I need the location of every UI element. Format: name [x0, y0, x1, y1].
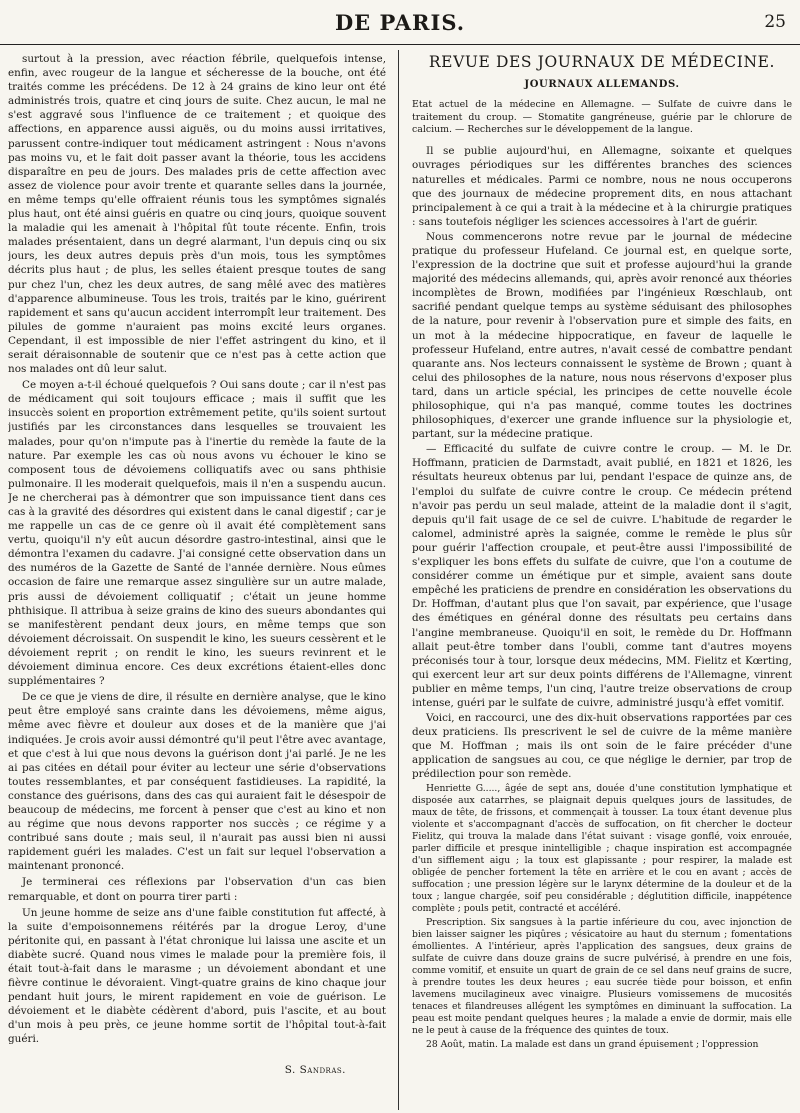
case-paragraph-3: 28 Août, matin. La malade est dans un grand épuisement ; l'oppression [426, 1038, 759, 1050]
review-summary [412, 99, 792, 136]
left-paragraph-3: De ce que je viens de dire, il résulte en dernière analyse, que le kino peut être employé sans crainte dans les dévoiemens, même aigus, même avec fièvre et douleur aux doses et de la manière que j'ai indiquées. Je crois avoir aussi démontré qu'il peut l'être avec avantage, et que c'est à lui que nous devons la guérison dont j'ai parlé. Je ne les ai pas citées en détail pour éviter au lecteur une série d'observations toutes ressemblantes, et par conséquent fastidieuses. La rapidité, la constance des guérisons, dans des cas qui auraient fait le désespoir de beaucoup de médecins, me forcent à penser que c'est au kino et non au régime que nous devons rapporter nos succès ; ce régime y a contribué sans doute ; mais seul, il n'aurait pas aussi bien ni aussi rapidement guéri les malades. C'est un fait sur lequel l'observation a maintenant prononcé. [8, 691, 386, 873]
left-paragraph-1: surtout à la pression, avec réaction fébrile, quelquefois intense, enfin, avec rougeur de la langue et sécheresse de la bouche, ont été traités comme les précédens. De 12 à 24 grains de kino leur ont été administrés trois, quatre et cinq jours de suite. Chez aucun, le mal ne s'est aggravé sous l'influence de ce traitement ; et quoique des affections, en apparence aussi aiguës, ou du moins aussi irritatives, parussent contre-indiquer tout médicament astringent : Nous n'avons pas moins vu, et le fait doit passer avant la théorie, tous les accidens disparaître en peu de jours. Des malades pris de cette affection avec assez de violence pour avoir trente et quarante selles dans la journée, en même temps qu'elle offraient réunis tous les symptômes signalés plus haut, ont été ainsi guéris en quatre ou cinq jours, quoique souvent la maladie qui les amenait à l'hôpital fût toute récente. Enfin, trois malades présentaient, dans un degré alarmant, l'un depuis cinq ou six jours, les deux autres depuis près d'un mois, tous les symptômes décrits plus haut ; de plus, les selles étaient presque toutes de sang pur chez l'un, chez les deux autres, de sang mêlé avec des matières d'apparence albumineuse. Tous les trois, traités par le kino, guérirent rapidement et sans qu'aucun accident interrompît leur traitement. Des pilules de gomme n'auraient pas moins excité leurs organes. Cependant, il est impossible de nier l'effet astringent du kino, et il serait déraisonnable de soutenir que ce n'est pas à cette action que nos malades ont dû leur salut. [8, 53, 386, 376]
right-paragraph-4: Voici, en raccourci, une des dix-huit observations rapportées par ces deux praticiens. Ils prescrivent le sel de cuivre de la même manière que M. Hoffman ; mais ils ont soin de le faire précéder d'une application de sangsues au cou, ce que néglige le dernier, par trop de prédilection pour son remède. [412, 712, 792, 781]
page-header [0, 0, 800, 45]
right-paragraph-3: — Efficacité du sulfate de cuivre contre le croup. — M. le Dr. Hoffmann, praticien de Darmstadt, avait publié, en 1821 et 1826, les résultats heureux obtenus par lui, pendant l'espace de quinze ans, de l'emploi du sulfate de cuivre contre le croup. Ce médecin prétend n'avoir pas perdu un seul malade, atteint de la maladie dont il s'agit, depuis qu'il fait usage de ce sel de cuivre. L'habitude de regarder le calomel, administré après la saignée, comme le remède le plus sûr pour guérir l'affection croupale, et peut-être aussi l'impossibilité de s'expliquer les bons effets du sulfate de cuivre, que l'on a coutume de considérer comme un émétique pur et simple, avaient sans doute empêché les praticiens de prendre en considération les observations du Dr. Hoffman, d'autant plus que l'on savait, par expérience, que l'usage des émétiques en général donne des résultats peu certains dans l'angine membraneuse. Quoiqu'il en soit, le remède du Dr. Hoffmann allait peut-être tomber dans l'oubli, comme tant d'autres moyens préconisés tour à tour, lorsque deux médecins, MM. Fielitz et Kœrting, qui exercent leur art sur deux points différens de l'Allemagne, vinrent publier en même temps, l'un cinq, l'autre treize observations de croup intense, guéri par le sulfate de cuivre, administré jusqu'à effet vomitif. [412, 443, 792, 709]
right-paragraph-2: Nous commencerons notre revue par le journal de médecine pratique du professeur Hufeland. Ce journal est, en quelque sorte, l'expression de la doctrine que suit et professe aujourd'hui la grande majorité des médecins allemands, qui, après avoir renoncé aux théories incomplètes de Brown, modifiées par l'ingénieux Rœschlaub, ont sacrifié pendant quelque temps au système séduisant des philosophes de la nature, pour revenir à l'observation pure et simple des faits, en un mot à la médecine hippocratique, en faveur de laquelle le professeur Hufeland, entre autres, n'avait cessé de combattre pendant quarante ans. Nos lecteurs connaissent le système de Brown ; quant à celui des philosophes de la nature, nous nous réservons d'exposer plus tard, dans un article spécial, les principes de cette nouvelle école philosophique, qui n'a pas manqué, comme toutes les doctrines philosophiques, d'exercer une grande influence sur la physiologie et, partant, sur la médecine pratique. [412, 230, 792, 441]
right-column [412, 52, 792, 1112]
review-title: REVUE DES JOURNAUX DE MÉDECINE. [428, 53, 776, 71]
author-signature: S. Sandras. [284, 1063, 346, 1076]
case-report [412, 783, 792, 1051]
page-number: 25 [764, 12, 786, 32]
left-paragraph-4: Je terminerai ces réflexions par l'observation d'un cas bien remarquable, et dont on pourra tirer parti : [8, 876, 386, 903]
left-paragraph-2: Ce moyen a-t-il échoué quelquefois ? Oui sans doute ; car il n'est pas de médicament qui soit toujours efficace ; mais il suffit que les insuccès soient en proportion extrêmement petite, qu'ils soient surtout justifiés par les circonstances dans lesquelles se trouvaient les malades, pour qu'on n'impute pas à l'inertie du remède la faute de la nature. Par exemple les cas où nous avons vu échouer le kino se composent tous de dévoiemens colliquatifs avec ou sans phthisie pulmonaire. Il les moderait quelquefois, mais il n'en a suspendu aucun. Je ne chercherai pas à démontrer que son impuissance tient dans ces cas à la gravité des désordres qui existent dans le canal digestif ; car je me rappelle un cas de ce genre où il avait été complètement sans vertu, quoiqu'il n'y eût aucun désordre gastro-intestinal, ainsi que le démontra l'examen du cadavre. J'ai consigné cette observation dans un des numéros de la Gazette de Santé de l'année dernière. Nous eûmes occasion de faire une remarque assez singulière sur un autre malade, pris aussi de dévoiement colliquatif ; c'était un jeune homme phthisique. Il attribua à seize grains de kino des sueurs abondantes qui se manifestèrent pendant deux jours, en même temps que son dévoiement décroissait. On suspendit le kino, les sueurs cessèrent et le dévoiement reprit ; on rendit le kino, les sueurs revinrent et le dévoiement diminua encore. Ces deux excrétions étaient-elles donc supplémentaires ? [8, 379, 386, 688]
case-paragraph-1: Henriette G....., âgée de sept ans, douée d'une constitution lymphatique et disposée aux catarrhes, se plaignait depuis quelques jours de lassitudes, de maux de tête, de frissons, et commençait à tousser. La toux étant devenue plus violente et s'accompagnant d'accès de suffocation, on fit chercher le docteur Fielitz, qui trouva la malade dans l'état suivant : visage gonflé, voix enrouée, parler difficile et presque inintelligible ; chaque inspiration est accompagnée d'un sifflement aigu ; la toux est glapissante ; pour respirer, la malade est obligée de pencher fortement la tête en arrière et le cou en avant ; accès de suffocation ; une pression légère sur le larynx détermine de la douleur et de la toux ; langue chargée, soif peu considérable ; déglutition difficile, inappétence complète ; pouls petit, contracté et accéléré. [412, 782, 792, 915]
column-divider [398, 50, 399, 1110]
right-paragraph-1: Il se publie aujourd'hui, en Allemagne, soixante et quelques ouvrages périodiques sur les différentes branches des sciences naturelles et médicales. Parmi ce nombre, nous ne nous occuperons que des journaux de médecine proprement dits, en nous attachant principalement à ce qui a trait à la médecine et à la chirurgie pratiques : sans toutefois négliger les sciences accessoires à l'art de guérir. [412, 145, 792, 228]
left-column [8, 52, 386, 1112]
left-paragraph-5: Un jeune homme de seize ans d'une faible constitution fut affecté, à la suite d'empoisonnemens réitérés par la drogue Leroy, d'une péritonite qui, en passant à l'état chronique lui laissa une ascite et un diabète sucré. Quand nous vimes le malade pour la première fois, il était tout-à-fait dans le marasme ; un dévoiement abondant et une fièvre continue le dévoraient. Vingt-quatre grains de kino chaque jour pendant huit jours, le mirent rapidement en voie de guérison. Le dévoiement et le diabète cédèrent d'abord, puis l'ascite, et au bout d'un mois à peu près, ce jeune homme sortit de l'hôpital tout-à-fait guéri. [8, 906, 386, 1046]
review-body [412, 144, 792, 781]
running-title: DE PARIS. [334, 10, 466, 35]
review-subtitle: JOURNAUX ALLEMANDS. [524, 79, 680, 90]
case-paragraph-2: Prescription. Six sangsues à la partie inférieure du cou, avec injonction de bien laisser saigner les piqûres ; vésicatoire au haut du sternum ; fomentations émollientes. A l'intérieur, après l'application des sangsues, deux grains de sulfate de cuivre dans douze grains de sucre pulvérisé, à prendre en une fois, comme vomitif, et ensuite un quart de grain de ce sel dans neuf grains de sucre, à prendre toutes les deux heures ; eau sucrée tiède pour boisson, et enfin lavemens mucilagineux avec vinaigre. Plusieurs vomissemens de mucosités tenaces et filandreuses allégent les symptômes en diminuant la suffocation. La peau est moite pendant quelques heures ; la malade a envie de dormir, mais elle ne le peut à cause de la fréquence des quintes de toux. [412, 916, 792, 1037]
summary-text: Etat actuel de la médecine en Allemagne. — Sulfate de cuivre dans le traitement du croup. — Stomatite gangréneuse, guérie par le chlorure de calcium. — Recherches sur le développement de la langue. [412, 99, 792, 135]
